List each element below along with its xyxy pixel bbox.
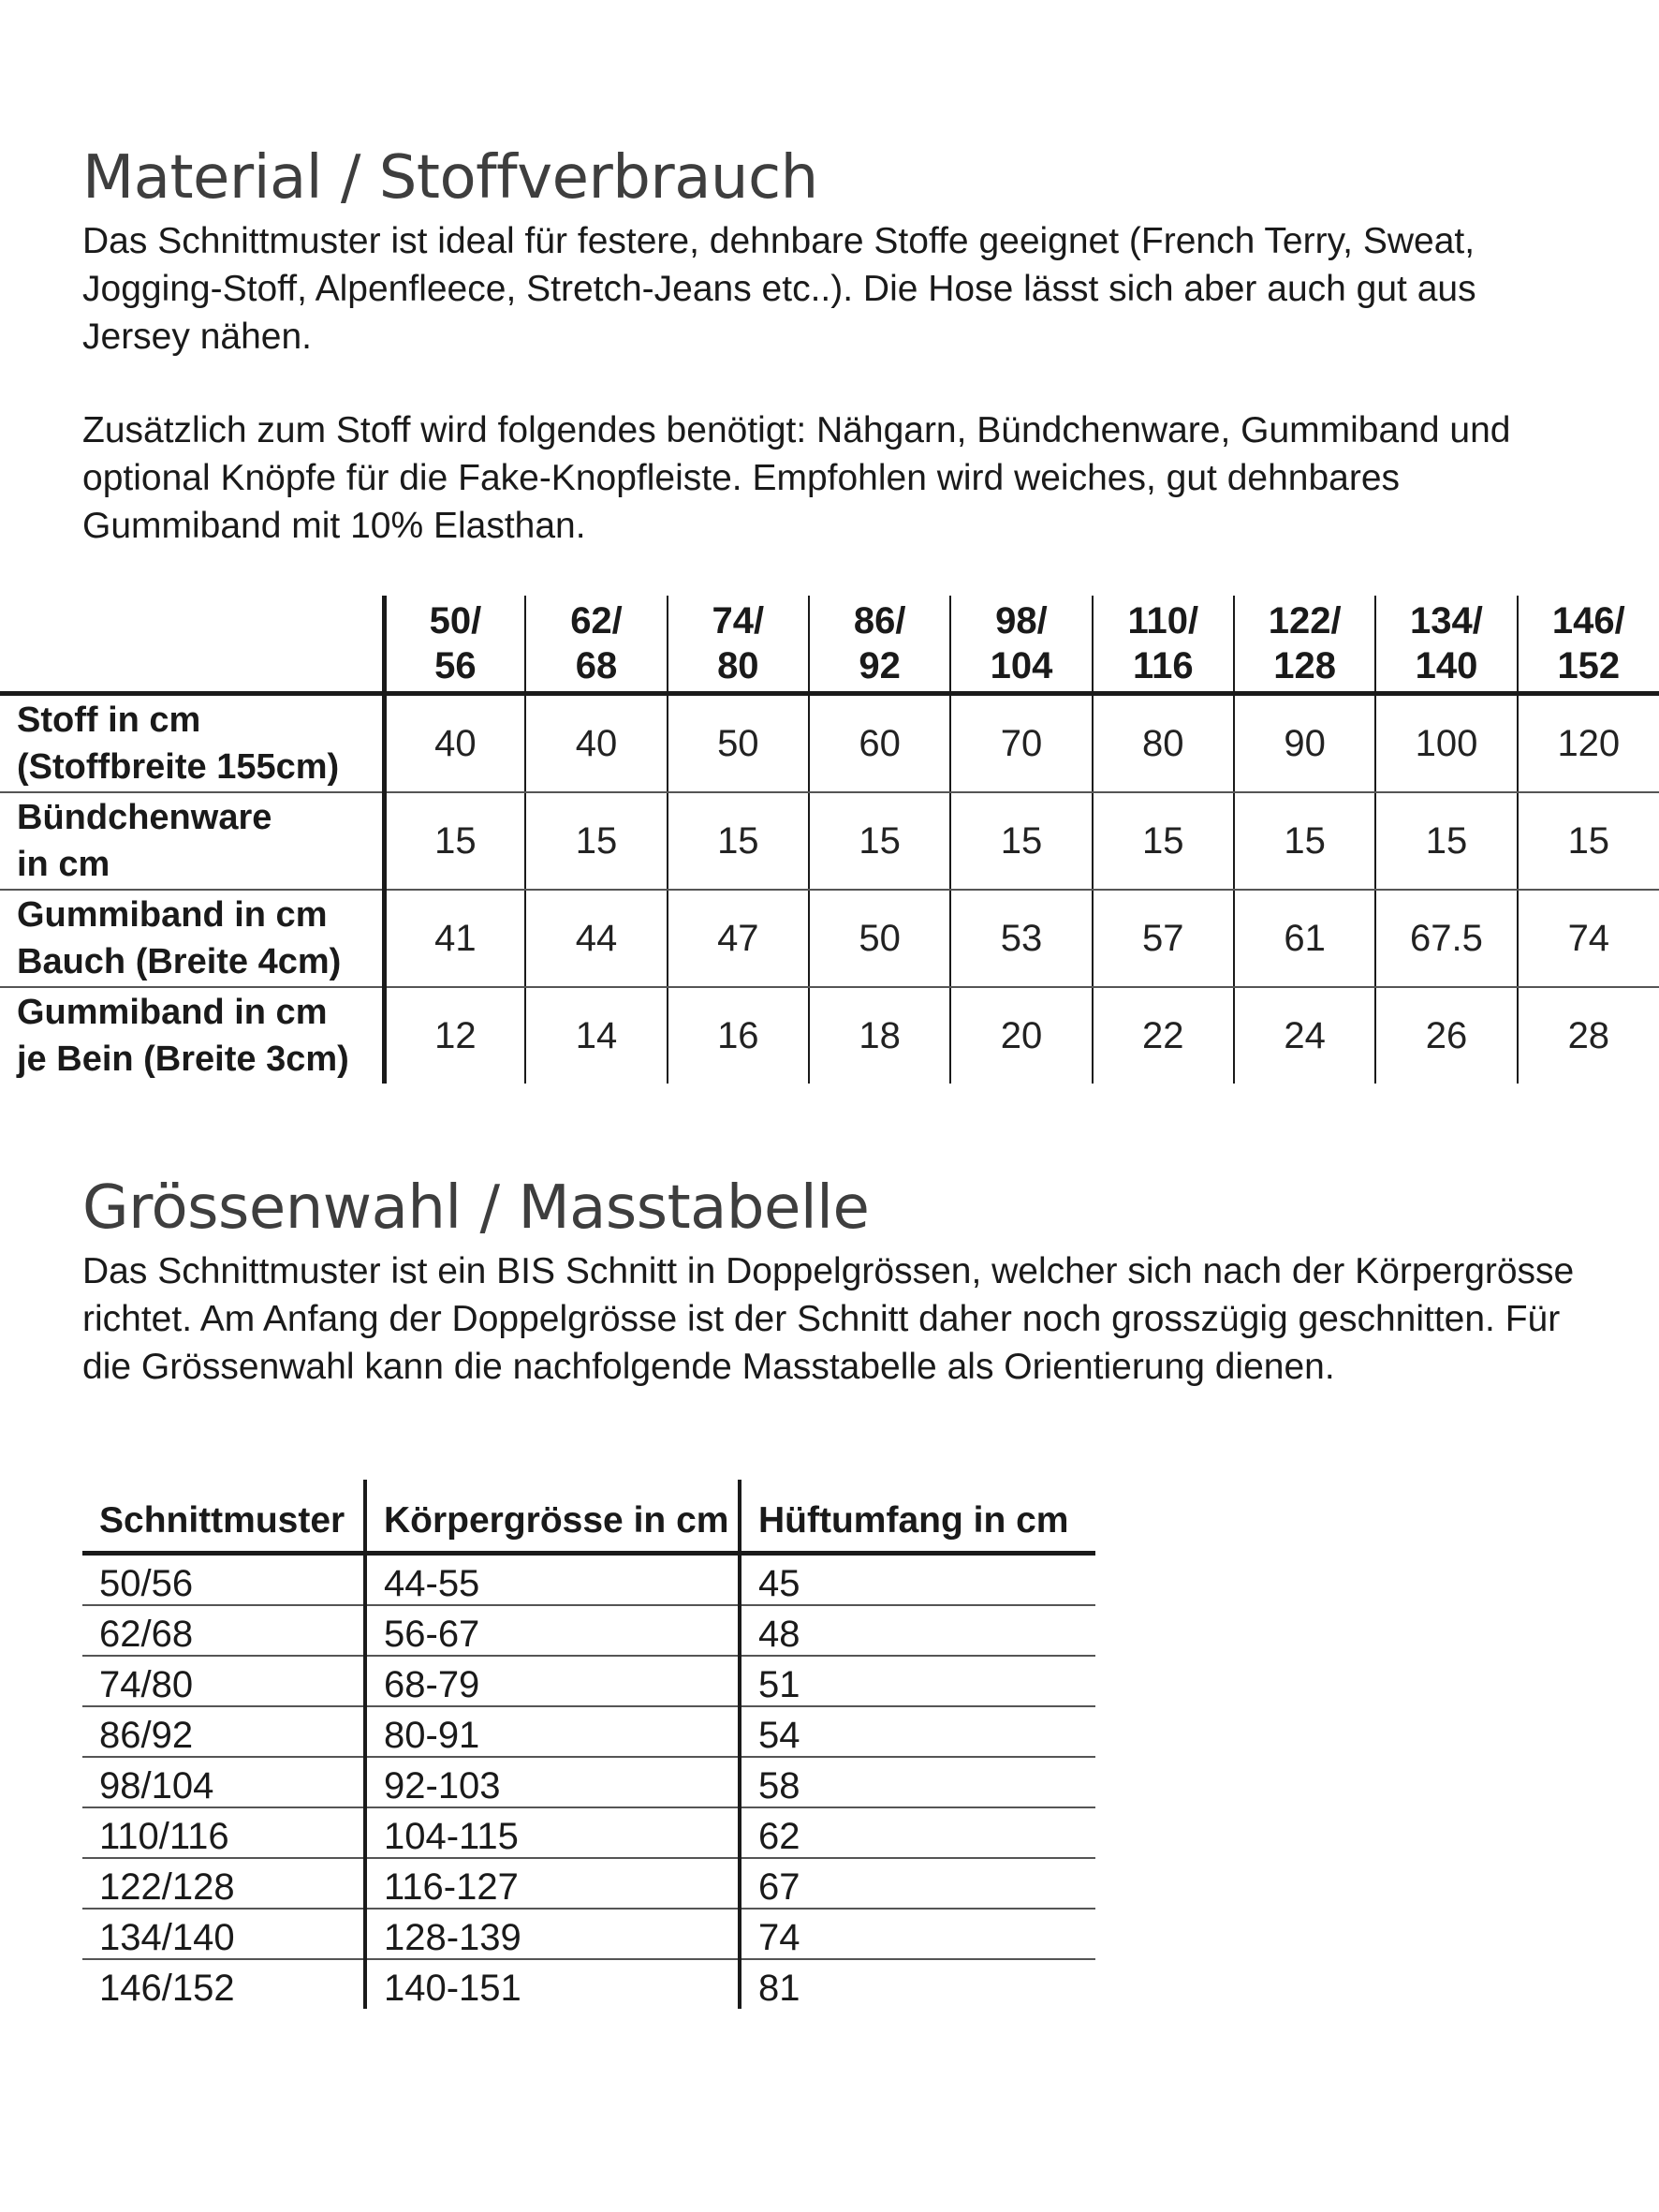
table-cell: 58 [740, 1757, 1095, 1807]
table-cell: 15 [525, 792, 667, 890]
table-cell: 40 [384, 694, 525, 793]
table-row [82, 1757, 1095, 1807]
column-header-body-height: Körpergrösse in cm [365, 1480, 740, 1554]
table-cell: 18 [809, 987, 950, 1084]
table-cell: 15 [1375, 792, 1517, 890]
table-cell: 15 [1518, 792, 1659, 890]
table-row [82, 1656, 1095, 1706]
table-cell: 53 [950, 890, 1092, 987]
column-header-hip: Hüftumfang in cm [740, 1480, 1095, 1554]
table-cell: 50 [809, 890, 950, 987]
table-cell: 67 [740, 1858, 1095, 1909]
table-cell: 24 [1234, 987, 1375, 1084]
table-cell: 74 [1518, 890, 1659, 987]
table-cell: 74 [740, 1909, 1095, 1959]
table-cell: 128-139 [365, 1909, 740, 1959]
size-column-header: 110/ 116 [1093, 596, 1234, 694]
size-column-header: 98/ 104 [950, 596, 1092, 694]
table-cell: 20 [950, 987, 1092, 1084]
table-cell: 134/140 [82, 1909, 365, 1959]
table-cell: 146/152 [99, 1968, 235, 2009]
row-label: Gummiband in cm je Bein (Breite 3cm) [0, 987, 384, 1084]
material-consumption-table [0, 596, 1659, 1084]
size-table-header-row [82, 1480, 1095, 1554]
table-cell: 51 [740, 1656, 1095, 1706]
table-cell: 62/68 [82, 1605, 365, 1656]
table-cell: 100 [1375, 694, 1517, 793]
table-cell: 110/116 [82, 1807, 365, 1858]
table-cell: 120 [1518, 694, 1659, 793]
row-label: Gummiband in cm Bauch (Breite 4cm) [0, 890, 384, 987]
table-cell: 140-151 [365, 1959, 740, 2009]
material-heading: Material / Stoffverbrauch [82, 143, 818, 213]
table-cell: 70 [950, 694, 1092, 793]
table-row [82, 1554, 1095, 1606]
table-cell: 68-79 [365, 1656, 740, 1706]
table-cell: 45 [740, 1554, 1095, 1606]
material-table-header-row [0, 596, 1659, 694]
table-cell: 50/56 [82, 1554, 365, 1606]
table-cell: 47 [668, 890, 809, 987]
table-cell: 74/80 [82, 1656, 365, 1706]
material-requirements: Zusätzlich zum Stoff wird folgendes benötigt: Nähgarn, Bündchenware, Gummiband und optional Knöpfe für die Fake-Knopfleiste. Empfohlen wird weiches, gut dehnbares Gummiband mit 10% Elasthan. [82, 410, 1511, 546]
table-row [82, 1807, 1095, 1858]
table-row [82, 1959, 1095, 2009]
table-cell: 86/92 [82, 1706, 365, 1757]
table-cell: 122/128 [82, 1858, 365, 1909]
size-chart-table [82, 1480, 1095, 2009]
material-row-fabric [0, 694, 1659, 793]
table-cell: 116-127 [365, 1858, 740, 1909]
table-row [82, 1706, 1095, 1757]
table-row [82, 1858, 1095, 1909]
table-cell: 28 [1518, 987, 1659, 1084]
size-column-header: 86/ 92 [809, 596, 950, 694]
row-label: Bündchenware in cm [0, 792, 384, 890]
table-cell: 16 [668, 987, 809, 1084]
size-column-header: 146/ 152 [1518, 596, 1659, 694]
sizing-heading: Grössenwahl / Masstabelle [82, 1173, 870, 1243]
table-cell: 15 [1093, 792, 1234, 890]
size-column-header: 74/ 80 [668, 596, 809, 694]
table-cell: 15 [809, 792, 950, 890]
table-cell: 26 [1375, 987, 1517, 1084]
table-cell: 22 [1093, 987, 1234, 1084]
table-cell: 41 [384, 890, 525, 987]
material-row-waist-elastic [0, 890, 1659, 987]
table-cell: 44 [525, 890, 667, 987]
table-cell: 48 [740, 1605, 1095, 1656]
table-row [82, 1909, 1095, 1959]
row-label: Stoff in cm (Stoffbreite 155cm) [0, 694, 384, 793]
material-row-leg-elastic [0, 987, 1659, 1084]
table-cell: 67.5 [1375, 890, 1517, 987]
table-cell: 15 [668, 792, 809, 890]
table-cell: 14 [525, 987, 667, 1084]
material-table-corner [0, 596, 384, 694]
table-cell: 56-67 [365, 1605, 740, 1656]
size-column-header: 50/ 56 [384, 596, 525, 694]
material-row-ribbing [0, 792, 1659, 890]
material-description: Das Schnittmuster ist ideal für festere, dehnbare Stoffe geeignet (French Terry, Sweat, Jogging-Stoff, Alpenfleece, Stretch-Jeans etc..). Die Hose lässt sich aber auch gut aus Jersey nähen. [82, 221, 1476, 357]
table-cell: 62 [740, 1807, 1095, 1858]
table-cell: 44-55 [365, 1554, 740, 1606]
table-cell: 104-115 [365, 1807, 740, 1858]
size-column-header: 134/ 140 [1375, 596, 1517, 694]
table-cell: 50 [668, 694, 809, 793]
table-cell: 90 [1234, 694, 1375, 793]
column-header-pattern-size: Schnittmuster [82, 1480, 365, 1554]
table-cell: 98/104 [82, 1757, 365, 1807]
table-cell: 15 [1234, 792, 1375, 890]
table-cell: 40 [525, 694, 667, 793]
size-column-header: 122/ 128 [1234, 596, 1375, 694]
table-cell: 80 [1093, 694, 1234, 793]
table-cell: 81 [740, 1959, 1095, 2009]
table-row [82, 1605, 1095, 1656]
table-cell: 61 [1234, 890, 1375, 987]
table-cell: 80-91 [365, 1706, 740, 1757]
table-cell: 54 [740, 1706, 1095, 1757]
table-cell: 60 [809, 694, 950, 793]
table-cell: 15 [384, 792, 525, 890]
table-cell: 12 [434, 1014, 477, 1056]
table-cell: 92-103 [365, 1757, 740, 1807]
sizing-description: Das Schnittmuster ist ein BIS Schnitt in Doppelgrössen, welcher sich nach der Körpergrösse richtet. Am Anfang der Doppelgrösse ist der Schnitt daher noch grosszügig geschnitten. Für die Grössenwahl kann die nachfolgende Masstabelle als Orientierung dienen. [82, 1251, 1575, 1387]
table-cell: 57 [1093, 890, 1234, 987]
size-column-header: 62/ 68 [525, 596, 667, 694]
table-cell: 15 [950, 792, 1092, 890]
